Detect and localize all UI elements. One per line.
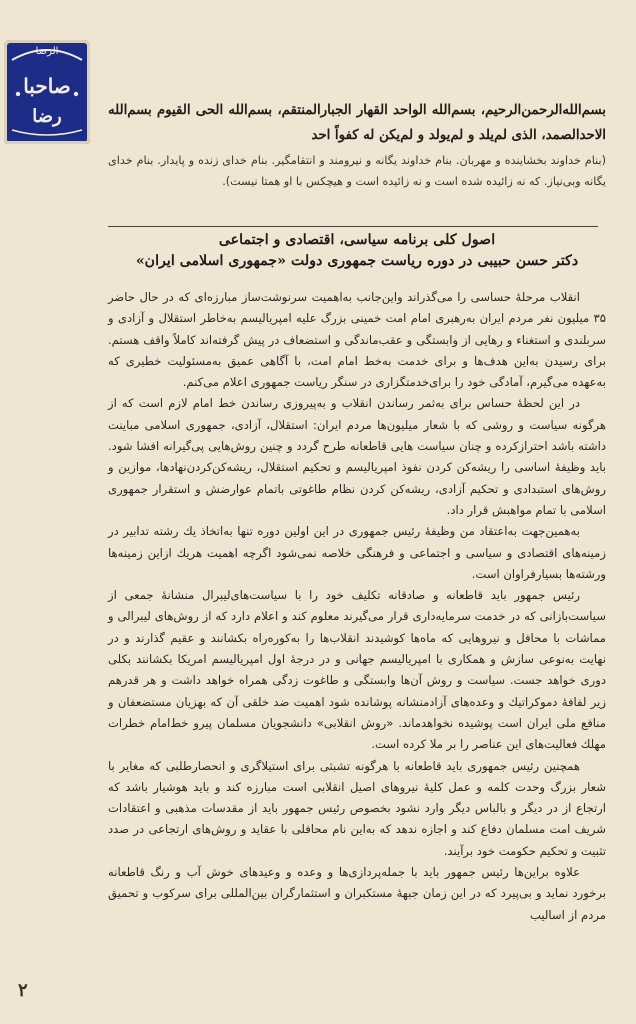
paragraph-4: رئیس جمهور باید قاطعانه و صادقانه تکلیف خود را با سیاست‌های‌لیبرال منشانهٔ جمعی از سیاست‌بازانی که در خدمت سرمایه‌داری قرار می‌گیرند معلوم کند و اعلام دارد که از روش‌های لیبرالی و مماشات با محافل و نیروهایی که ماه‌ها کوشیدند انقلاب‌ها را به‌کوره‌راه بکشانند و عقیم گذارند و در نهایت به‌نوعی سازش و همکاری با امپریالیسم جهانی و در درجهٔ اول امپریالیسم امریکا بکشانند بکلی دوری خواهد جست. سیاست و روش آن‌ها وابستگی و طاغوت زدگی همراه خواهد داشت و هر قدرهم زیر لفافهٔ دموکراتیك و وعده‌های آزادمنشانه پوشانده شود اهمیت ضد خلقی آن که بهزیان مستضعفان و منافع ملی ایران است پوشیده نخواهدماند. «روش انقلابی» دانشجویان مسلمان پیرو خط‌امام خطرات مهلك فعالیت‌های این عناصر را بر ملا کرده است. [108,588,606,752]
paragraph-3: به‌همین‌جهت به‌اعتقاد من وظیفهٔ رئیس جمهوری در این اولین دوره تنها به‌اتخاذ یك رشته تدابیر در زمینه‌های اقتصادی و سیاسی و اجتماعی و فرهنگی خلاصه نمی‌شود اگرچه اهمیت هریك ازاین زمینه‌ها ورشته‌ها بسیارفراوان است. [108,524,606,581]
paragraph-6: علاوه براین‌ها رئیس جمهور باید با جمله‌پردازی‌ها و وعده و وعیدهای خوش آب و رنگ قاطعانه برخورد نماید و بی‌پیرد که در این زمان جبههٔ مستکبران و استثمارگران بین‌المللی برای سرکوب و تحمیق مردم از اسالیب [108,865,606,922]
header-divider [108,226,598,227]
logo-main-text: صاحبا [23,74,71,98]
title-line-2: دکتر حسن حبیبی در دوره ریاست جمهوری دولت «جمهوری اسلامی ایران» [135,253,579,269]
title-line-1: اصول کلی برنامه سیاسی، اقتصادی و اجتماعی [218,232,496,248]
page-number: ۲ [18,980,28,1001]
logo-top-text: الرضا [35,46,59,57]
article-body [108,287,606,926]
bismillah-heading: بسم‌الله‌الرحمن‌الرحیم، بسم‌الله الواحد القهار الجبار‌المنتقم، بسم‌الله الحی القیوم بسم‌الله الاحد‌الصمد، الذی لم‌یلد و لم‌یولد و لم‌یکن له کفواً احد [108,103,606,143]
article-title [108,230,606,272]
publisher-logo [4,40,90,144]
paragraph-5: همچنین رئیس جمهوری باید قاطعانه با هرگونه تشبثی برای استیلاگری و انحصارطلبی که مغایر با شعار بزرگ وحدت کلمه و عمل کلیهٔ نیروهای اصیل انقلابی است مبارزه کند و باید هوشیار باشد که ارتجاع از در دیگر و بالباس دیگر وارد نشود بخصوص رئیس جمهور باید از مقدسات مذهبی و اعتقادات شریف امت مسلمان دفاع کند و اجازه ندهد که به‌این نام محافلی با عقاید و روش‌های ارتجاعی در صدد تثبیت و تحکیم حکومت خود برآیند. [108,758,606,858]
bismillah-translation: (بنام خداوند بخشاینده و مهربان. بنام خداوند یگانه و نیرومند و انتقامگیر. بنام خدای زنده و پایدار. بنام خدای یگانه وبی‌نیاز. که نه زائیده شده است و نه زائیده است و هیچکس با او همتا نیست). [108,154,606,188]
paragraph-2: در این لحظهٔ حساس برای به‌ثمر رساندن انقلاب و به‌پیروزی رساندن خط امام لازم است که از هرگونه سیاست و روشی که با شعار میلیون‌ها مردم ایران: استقلال، آزادی، جمهوری اسلامی مباینت داشته باشد احتراز‌کرده و چنان سیاست هایی قاطعانه طرح گردد و چنین روش‌هایی پی‌گیرانه افشا شود. باید وظیفهٔ اساسی را ریشه‌کن کردن نفوذ امپریالیسم و تحکیم استقلال، ریشه‌کن‌کردن‌نهادها، موازین و روش‌های استبدادی و تحکیم آزادی، ریشه‌کن کردن نظام طاغوتی باتمام عوارضش و استقرار جمهوری اسلامی با تمام مواهبش قرار داد. [108,396,606,517]
paragraph-1: انقلاب مرحلهٔ حساسی را می‌گذراند واین‌جانب به‌اهمیت سرنوشت‌ساز مبارزه‌ای که در حال حاضر ۳۵ میلیون نفر مردم ایران به‌رهبری امام امت خمینی بزرگ علیه امپریالیسم به‌خاطر استقلال و آزادی و سربلندی و استغناء و رهایی از وابستگی و عقب‌ماندگی و استضعاف در پیش گرفته‌اند کاملاً واقف هستم. برای رسیدن به‌این هدف‌ها و برای خدمت به‌خط امام امت، با آگاهی عمیق به‌مسئولیت خطیری که به‌عهده می‌گیرم، آمادگی خود را برای‌خدمتگزاری در سنگر ریاست جمهوری اعلام می‌کنم. [108,290,606,390]
logo-sub-text: رضا [32,106,62,127]
